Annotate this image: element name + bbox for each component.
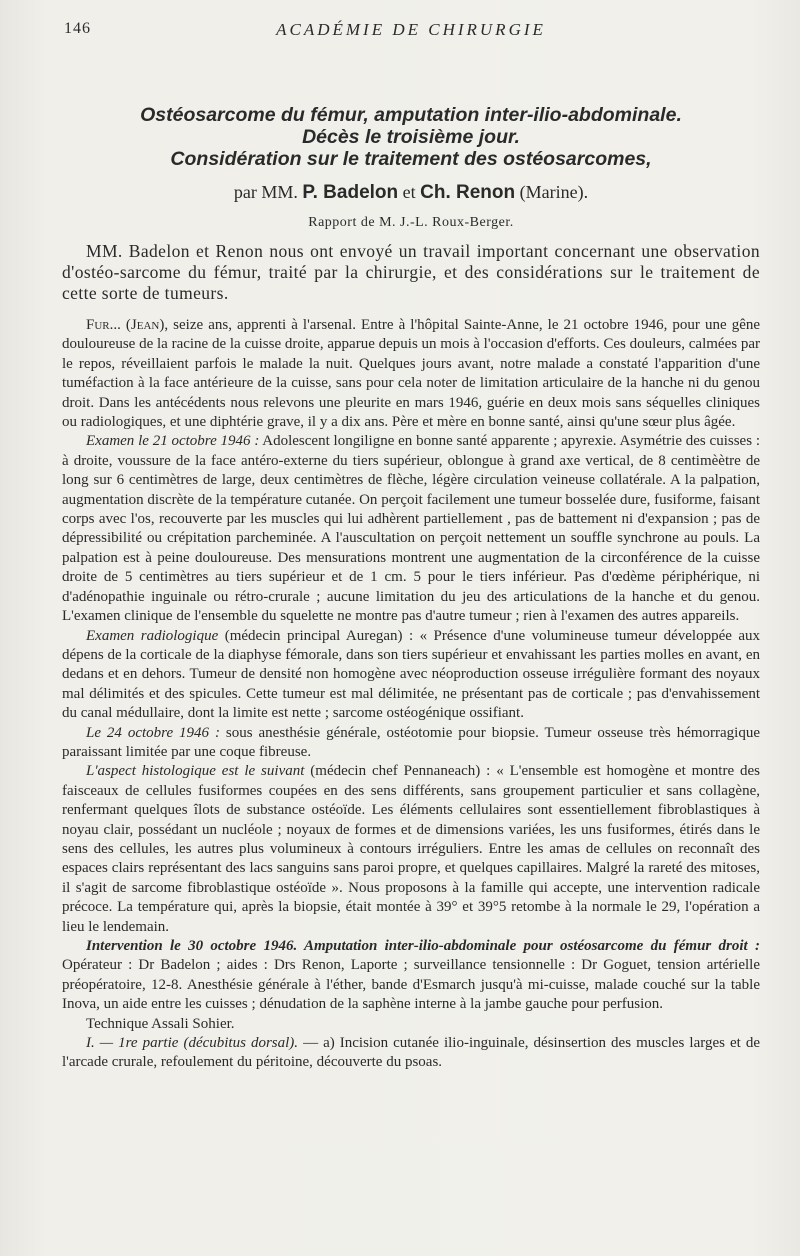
paragraph-lead: Examen radiologique (86, 627, 219, 644)
paragraph-first-step (62, 1034, 760, 1073)
paragraph-intervention (62, 937, 760, 1015)
byline-conjunction: et (402, 182, 416, 202)
byline-affiliation: (Marine). (519, 182, 589, 202)
paragraph-text: Adolescent longiligne en bonne santé apparente ; apyrexie. Asymétrie des cuisses : à droite, voussure de la face antéro-externe du tiers supérieur, oblongue à grand axe vertical, de 8 centimèètre de long sur 6 centimètres de large, deux centimètres de flèche, légère circulation veineuse collatérale. A la palpation, augmentation discrète de la température cutanée. On perçoit facilement une tumeur bosselée dure, fusiforme, faisant corps avec l'os, recouverte par les muscles qui lui adhèrent partiellement , pas de battement ni d'expansion ; pas de dépressibilité ou crépitation parcheminée. A l'auscultation on perçoit nettement un souffle synchrone au pouls. La palpation est à peine douloureuse. Des mensurations montrent une augmentation de la circonférence de la cuisse droite de 5 centimètres au tiers supérieur et de 1 cm. 5 pour le tiers inférieur. Pas d'œdème périphérique, ni d'adénopathie inguinale ou rétro-crurale ; aucune limitation du jeu des articulations de la hanche et du genou. L'examen clinique de l'ensemble du squelette ne montre pas d'autre tumeur ; rien à l'examen des autres appareils. (62, 433, 760, 625)
running-title: ACADÉMIE DE CHIRURGIE (276, 20, 546, 39)
article-title (62, 104, 760, 170)
paragraph-lead: Fur... (Jean), (86, 317, 169, 333)
case-report-body (62, 316, 760, 1073)
byline-prefix: par MM. (233, 182, 298, 202)
paragraph-text: (médecin principal Auregan) : « Présence d'une volumineuse tumeur développée aux dépens de la corticale de la diaphyse fémorale, dans son tiers supérieur et envahissant les parties molles en avant, en dedans et en dehors. Tumeur de densité non homogène avec néoproduction osseuse irrégulière formant des noyaux mal délimités et des spicules. Cette tumeur est mal délimitée, ne présentant pas de corticale ; pas d'envahissement du canal médullaire, dont la limite est nette ; sarcome ostéogénique ossifiant. (62, 627, 761, 722)
paragraph-lead: Examen le 21 octobre 1946 : (86, 433, 260, 450)
paragraph-text: Opérateur : Dr Badelon ; aides : Drs Renon, Laporte ; surveillance tensionnelle : Dr Goguet, tension artérielle préopératoire, 12-8. Anesthésie générale à l'éther, bande d'Esmarch jusqu'à mi-cuisse, malade couché sur la table Inova, un aide entre les cuisses ; dénudation de la saphène interne à la jambe gauche pour perfusion. (62, 957, 760, 1013)
byline (62, 182, 760, 204)
author-badelon: P. Badelon (302, 182, 399, 203)
paragraph-radiology (62, 627, 760, 724)
paragraph-biopsy (62, 724, 760, 763)
paragraph-technique (62, 1015, 760, 1034)
paragraph-lead: Le 24 octobre 1946 : (86, 724, 220, 741)
paragraph-text: — a) Incision cutanée ilio-inguinale, désinsertion des muscles larges et de l'arcade crurale, refoulement du péritoine, découverte du psoas. (62, 1035, 760, 1071)
paragraph-lead: I. — 1re partie (décubitus dorsal). (86, 1035, 299, 1052)
paragraph-text: (médecin chef Pennaneach) : « L'ensemble est homogène et montre des faisceaux de cellules fusiformes coupées en des sens différents, sans groupement particulier et sans collagène, renfermant quelques îlots de substance ostéoïde. Les éléments cellulaires sont essentiellement fibroblastiques à noyau clair, possédant un nucléole ; noyaux de formes et de dimensions variées, les uns fusiformes, étirés dans le sens des cellules, les autres plus volumineux à contours irréguliers. Entre les amas de cellules on reconnaît des espaces clairs représentant des lacs sanguins sans paroi propre, et quelques capillaires. Malgré la rareté des mitoses, il s'agit de sarcome fibroblastique ostéoïde ». Nous proposons à la famille qui accepte, une intervention radicale précoce. La température qui, après la biopsie, était montée à 39° et 39°5 retombe à la normale le 29, l'opération a lieu le lendemain. (62, 763, 761, 935)
title-line: Ostéosarcome du fémur, amputation inter-ilio-abdominale. (140, 104, 682, 126)
paragraph-patient-history (62, 316, 760, 432)
rapporteur-line: Rapport de M. J.-L. Roux-Berger. (308, 215, 514, 230)
paragraph-clinical-exam (62, 432, 760, 626)
paragraph-text: sous anesthésie générale, ostéotomie pour biopsie. Tumeur osseuse très hémorragique paraissant limitée par une coque fibreuse. (62, 724, 760, 760)
intro-paragraph: MM. Badelon et Renon nous ont envoyé un travail important concernant une observation d'ostéo-sarcome du fémur, traité par la chirurgie, et des considérations sur le traitement de cette sorte de tumeurs. (62, 241, 760, 303)
paragraph-lead: Intervention le 30 octobre 1946. Amputation inter-ilio-abdominale pour ostéosarcome du fémur droit : (86, 938, 760, 954)
author-renon: Ch. Renon (420, 182, 516, 203)
paragraph-lead: L'aspect histologique est le suivant (86, 763, 305, 780)
title-line: Décès le troisième jour. (302, 126, 520, 148)
paragraph-histology (62, 762, 760, 937)
page-number: 146 (64, 20, 91, 37)
running-header (62, 18, 760, 44)
paragraph-text: seize ans, apprenti à l'arsenal. Entre à l'hôpital Sainte-Anne, le 21 octobre 1946, pour une gêne douloureuse de la racine de la cuisse droite, apparue depuis un mois à l'occasion d'efforts. Ces douleurs, calmées par le repos, réveillaient parfois le malade la nuit. Quelques jours avant, notre malade a constaté l'apparition d'une tuméfaction à la face antérieure de la cuisse, sans pour cela noter de limitation articulaire de la hanche ni du genou droit. Dans les antécédents nous relevons une pleurite en mars 1946, guérie en deux mois sans séquelles cliniques ou radiologiques, et une diphtérie grave, il y a dix ans. Père et mère en bonne santé, ainsi qu'une sœur plus âgée. (62, 317, 761, 431)
title-line: Considération sur le traitement des ostéosarcomes, (170, 148, 652, 170)
paragraph-text: Technique Assali Sohier. (86, 1015, 235, 1032)
